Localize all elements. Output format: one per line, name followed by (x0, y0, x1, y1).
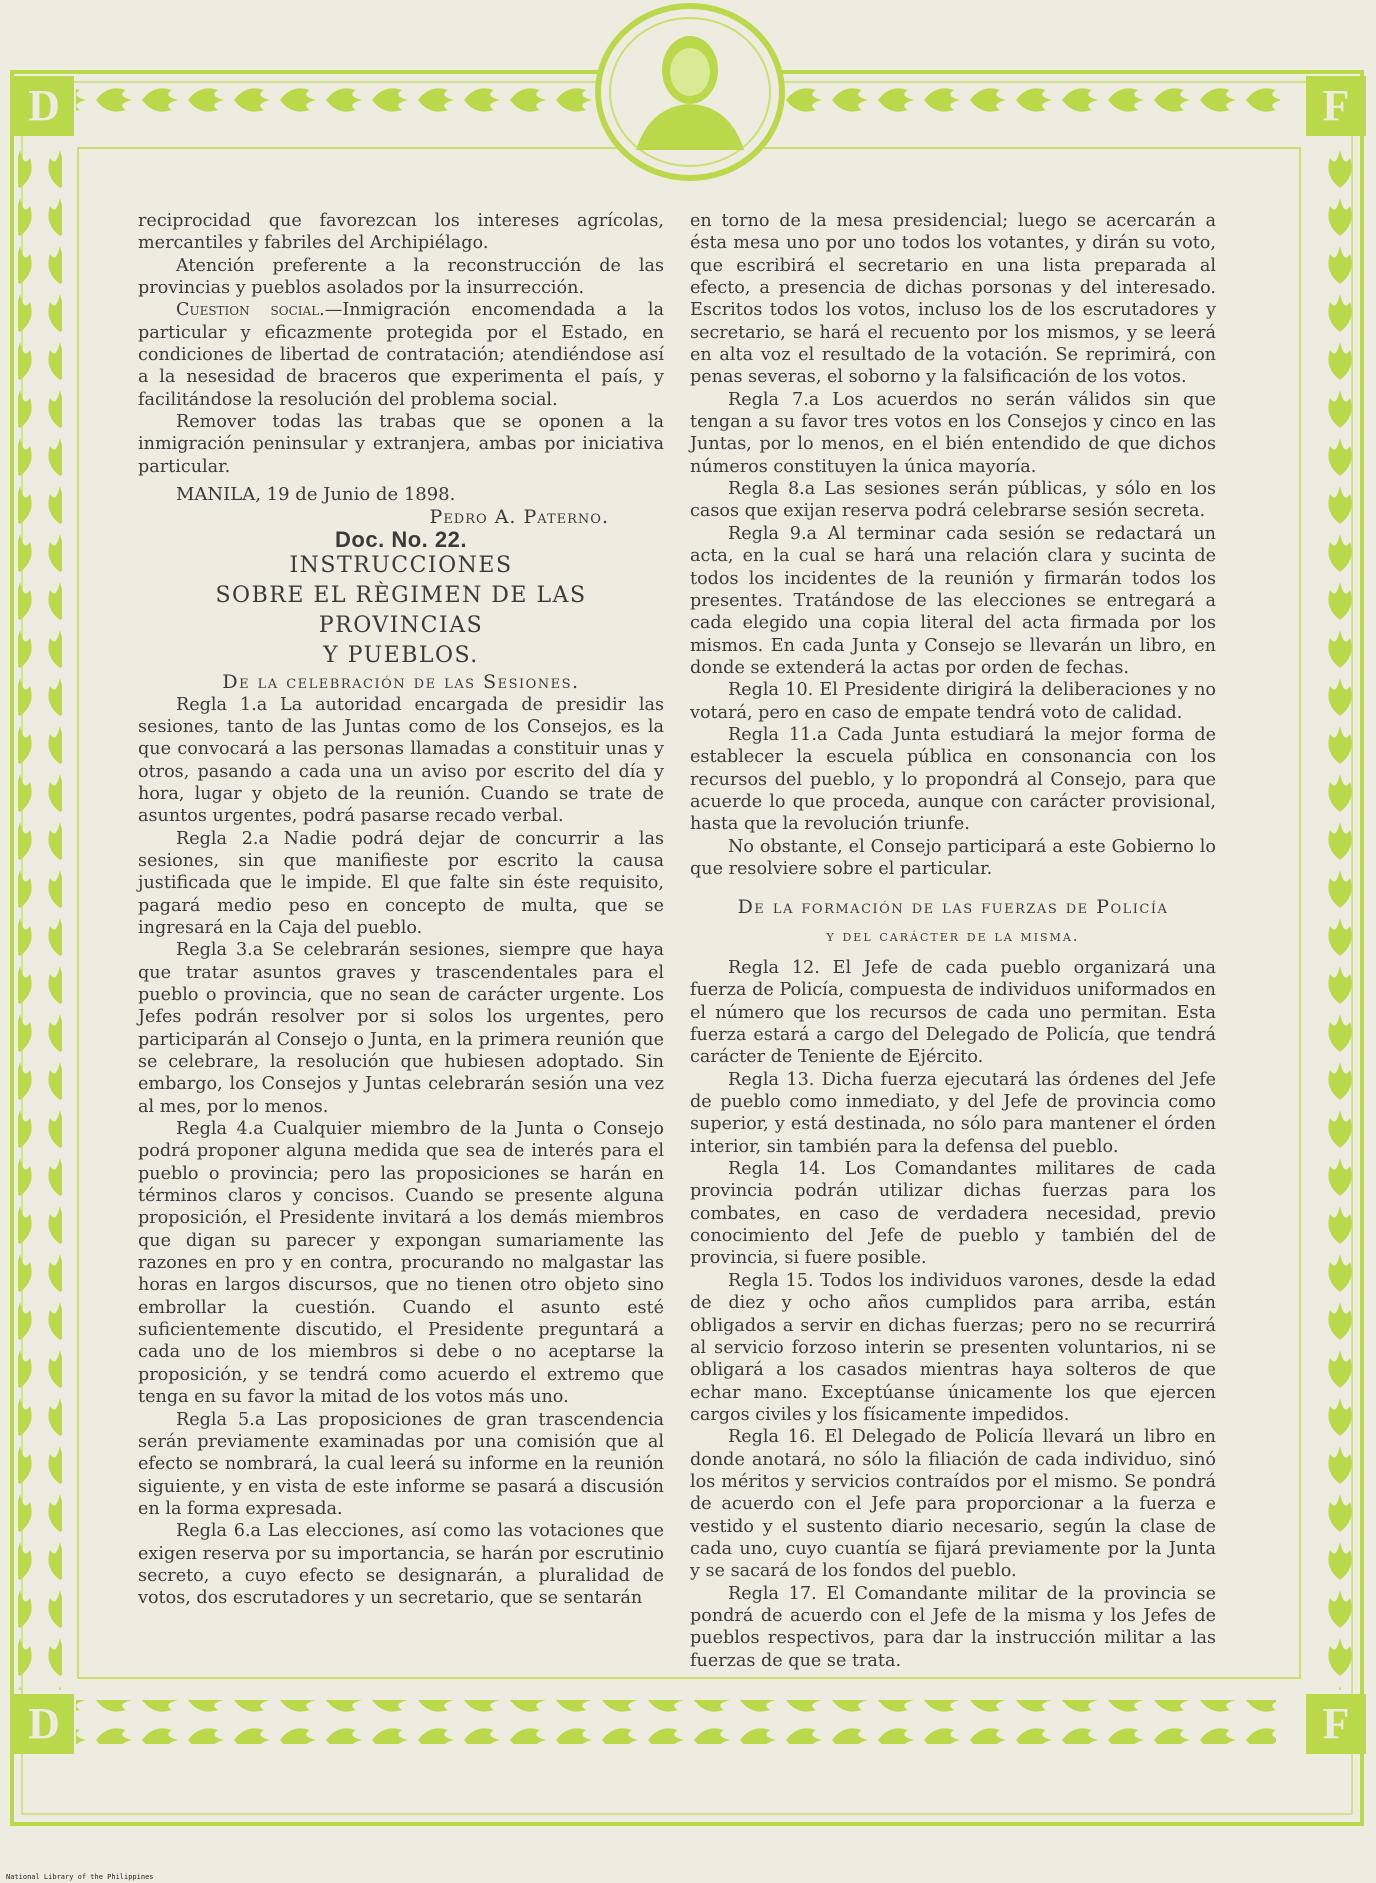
doc-number: Doc. No. 22. (335, 526, 467, 552)
section-title-line3: Y PUEBLOS. (323, 643, 479, 669)
rule-paragraph: Regla 4.a Cualquier miembro de la Junta o Consejo podrá proponer alguna medida que sea de interés para el pueblo o provincia; pero las proposiciones se harán en términos claros y concisos. Cuando se presente alguna proposición, el Presidente invitará a los demás miembros que digan su parecer y expongan sumariamente las razones en pro y en contra, procurando no malgastar las horas en largos discursos, que no tienen otro objeto sino embrollar la cuestión. Cuando el asunto esté suficientemente discutido, el Presidente preguntará a cada uno de los miembros si debe o no aceptarse la proposición, y se tendrá como acuerdo el extremo que tenga en su favor la mitad de los votos más uno. (138, 1119, 664, 1408)
rule-paragraph: Regla 17. El Comandante militar de la provincia se pondrá de acuerdo con el Jefe de la misma y los Jefes de pueblos respectivos, para dar la instrucción militar a las fuerzas de que se trata. (690, 1583, 1216, 1671)
rule-paragraph: Regla 6.a Las elecciones, así como las votaciones que exigen reserva por su importancia, se harán por escrutinio secreto, a cuyo efecto se designarán, a pluralidad de votos, dos escrutadores y un secretario, que se sentarán (138, 1521, 664, 1609)
initial-left-bottom: D (14, 1694, 74, 1754)
rule-paragraph: Regla 3.a Se celebrarán sesiones, siempre que haya que tratar asuntos graves y trascendentales para el pueblo o provincia, que no sean de carácter urgente. Los Jefes podrán resolver por si solos los urgentes, pero participarán al Consejo o Junta, en la primera reunión que se celebrare, la resolución que hubiesen adoptado. Sin embargo, los Consejos y Juntas celebrarán sesión una vez al mes, por lo menos. (138, 940, 664, 1117)
dateline: MANILA, 19 de Junio de 1898. (176, 484, 456, 506)
portrait-medallion-icon (598, 6, 782, 178)
rule-paragraph: Regla 10. El Presidente dirigirá la deliberaciones y no votará, pero en caso de empate tendrá voto de calidad. (690, 680, 1216, 723)
rule-paragraph: Regla 16. El Delegado de Policía llevará un libro en donde anotará, no sólo la filiación de cada individuo, sinó los méritos y servicios contraídos por el mismo. Se pondrá de acuerdo con el Jefe para proporcionar a la fuerza e vestido y el sustento diario necesario, según la clase de cada uno, cuyo cuantía se fijará previamente por la Junta y se sacará de los fondos del pueblo. (690, 1427, 1216, 1582)
library-credit: National Library of the Philippines (6, 1873, 154, 1881)
rule-paragraph: Regla 9.a Al terminar cada sesión se redactará un acta, en la cual se hará una relación clara y sucinta de todos los incidentes de la reunión y firmarán todos los presentes. Tratándose de las elecciones se entregará a cada elegido una copia literal del acta firmada por los mismos. En cada Junta y Consejo se llevarán un libro, en donde se extenderá la actas por orden de fechas. (690, 523, 1216, 678)
initial-left-top: D (14, 76, 74, 136)
paragraph: No obstante, el Consejo participará a este Gobierno lo que resolviere sobre el particular. (690, 836, 1216, 879)
rule-paragraph: Regla 1.a La autoridad encargada de presidir las sesiones, tanto de las Juntas como de los Consejos, es la que convocará a las personas llamadas a constituir unas y otros, pasando a cada una un aviso por escrito del día y hora, lugar y objeto de la reunión. Cuando se trate de asuntos urgentes, podrá pasarse recado verbal. (138, 694, 664, 827)
rule-paragraph: Regla 12. El Jefe de cada pueblo organizará una fuerza de Policía, compuesta de individuos uniformados en el número que los recursos de cada uno permitan. Esta fuerza estará a cargo del Delegado de Policía, que tendrá carácter de Teniente de Ejército. (690, 958, 1216, 1068)
rule-paragraph: Regla 11.a Cada Junta estudiará la mejor forma de establecer la escuela pública en consonancia con los recursos del pueblo, y lo propondrá al Consejo, para que acuerde lo que proceda, aunque con carácter provisional, hasta que la revolución triunfe. (690, 724, 1216, 835)
subsection-heading: De la celebración de las Sesiones. (222, 671, 580, 694)
paragraph: Atención preferente a la reconstrucción de las provincias y pueblos asolados por la insurrección. (138, 255, 664, 299)
signature: Pedro A. Paterno. (429, 506, 609, 529)
initial-right-top: F (1306, 76, 1366, 136)
rule-paragraph: Regla 8.a Las sesiones serán públicas, y sólo en los casos que exijan reserva podrá celebrarse sesión secreta. (690, 479, 1216, 522)
paragraph-lead: Cuestion social. (176, 300, 325, 321)
paragraph: reciprocidad que favorezcan los intereses agrícolas, mercantiles y fabriles del Archipiélago. (138, 211, 664, 254)
initial-right-bottom: F (1306, 1694, 1366, 1754)
subsection-heading: De la formación de las fuerzas de Policía (737, 896, 1169, 919)
rule-paragraph: Regla 13. Dicha fuerza ejecutará las órdenes del Jefe de pueblo como inmediato, y del Jefe de provincia como superior, y está destinada, no sólo para mantener el órden interior, sin también para la defensa del pueblo. (690, 1069, 1216, 1157)
paragraph: en torno de la mesa presidencial; luego se acercarán a ésta mesa uno por uno todos los votantes, y dirán su voto, que escribirá el secretario en una lista preparada al efecto, a presencia de dichas porsonas y del interesado. Escritos todos los votos, incluso los de los escrutadores y secretario, se hará el recuento por los mismos, y se leerá en alta voz el resultado de la votación. Se reprimirá, con penas severas, el soborno y la falsificación de los votos. (690, 211, 1216, 388)
paragraph (138, 299, 664, 411)
subsection-heading-continued: y del carácter de la misma. (826, 926, 1080, 945)
rule-paragraph: Regla 15. Todos los individuos varones, desde la edad de diez y ocho años cumplidos para arriba, están obligados a servir en dichas fuerzas; pero no se recurrirá al servicio forzoso interin se presenten voluntarios, ni se obligará a los casados mientras haya solteros de que echar mano. Exceptúanse únicamente los que ejercen cargos civiles y los físicamente impedidos. (690, 1270, 1216, 1425)
left-column (138, 210, 664, 1610)
paragraph-text: —Inmigración encomendada a la particular y eficazmente protegida por el Estado, en condiciones de libertad de contratación; atendiéndose así a la nesesidad de braceros que experimenta el país, y facilitándose la resolución del problema social. (138, 300, 664, 410)
rule-paragraph: Regla 7.a Los acuerdos no serán válidos sin que tengan a su favor tres votos en los Consejos y cinco en las Juntas, por lo menos, en el bién entendido de que dichos números constituyen la única mayoría. (690, 389, 1216, 477)
rule-paragraph: Regla 5.a Las proposiciones de gran trascendencia serán previamente examinadas por una comisión que al efecto se nombrará, la cual leerá su informe en la reunión siguiente, y en vista de este informe se pasará a discusión en la forma expresada. (138, 1409, 664, 1519)
section-title-line1: INSTRUCCIONES (289, 553, 513, 579)
rule-paragraph: Regla 14. Los Comandantes militares de cada provincia podrán utilizar dichas fuerzas para los combates, en caso de verdadera necesidad, previo conocimiento del Jefe de pueblo y también del de provincia, si fuere posible. (690, 1159, 1216, 1269)
right-column (690, 210, 1216, 1672)
paragraph: Remover todas las trabas que se oponen a la inmigración peninsular y extranjera, ambas por iniciativa particular. (138, 412, 664, 477)
section-title-line2: SOBRE EL RÈGIMEN DE LAS PROVINCIAS (215, 583, 587, 639)
rule-paragraph: Regla 2.a Nadie podrá dejar de concurrir a las sesiones, sin que manifieste por escrito la causa justificada que le impide. El que falte sin éste requisito, pagará medio peso en concepto de multa, que se ingresará en la Caja del pueblo. (138, 828, 664, 938)
